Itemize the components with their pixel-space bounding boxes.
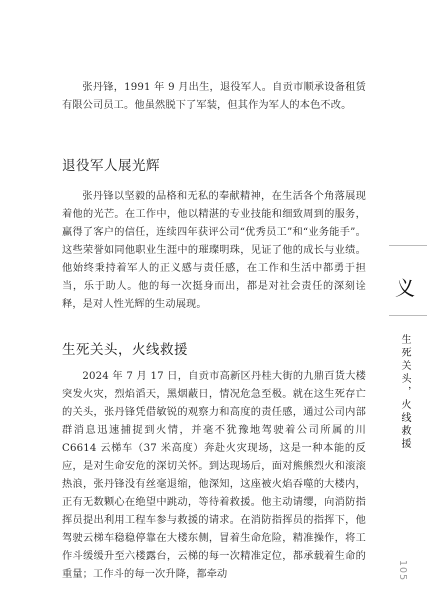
intro-paragraph: 张丹锋，1991 年 9 月出生，退役军人。自贡市顺承设备租赁有限公司员工。他虽然脱下了军装，但其作为军人的本色不改。	[62, 82, 366, 111]
honor-paragraph: 张丹锋以坚毅的品格和无私的奉献精神，在生活各个角落展现着他的光芒。在工作中，他以精湛的专业技能和细致周到的服务，赢得了客户的信任，连续四年获评公司“优秀员工”和“业务能手”。这些荣誉如同他职业生涯中的璀璨明珠，见证了他的成长与业绩。他始终秉持着军人的正义感与责任感，在工作和生活中都勇于担当，乐于助人。他的每一次挺身而出，都是对社会责任的深刻诠释，是对人性光辉的生动展现。	[62, 191, 366, 310]
section-heading-honor: 退役军人展光辉	[62, 158, 160, 174]
sidebar-divider-bottom	[389, 315, 427, 316]
chapter-character: 义	[395, 276, 415, 300]
sidebar-divider-top	[389, 245, 427, 246]
page-number: 105	[397, 560, 408, 582]
section-heading-rescue: 生死关头，火线救援	[62, 342, 188, 358]
running-section-title: 生死关头，火线救援	[399, 334, 410, 451]
rescue-paragraph: 2024 年 7 月 17 日，自贡市高新区丹桂大街的九鼎百货大楼突发火灾，烈焰滔天，黑烟蔽日，情况危急至极。就在这生死存亡的关头，张丹锋凭借敏锐的观察力和高度的责任感，通过公司内部群消息迅速捕捉到火情，并毫不犹豫地驾驶着公司所属的川 C6614 云梯车（37 米高度）奔赴火灾现场，这是一种本能的反应，是对生命安危的深切关怀。到达现场后，面对熊熊烈火和滚滚热浪，张丹锋没有丝毫退缩，他深知，这座被火焰吞噬的大楼内，正有无数颗心在绝望中跳动，等待着救援。他主动请缨，向消防指挥员提出利用工程车参与救援的请求。在消防指挥员的指挥下，他驾驶云梯车稳稳停靠在大楼东侧，冒着生命危险，精准操作，将工作斗缓缓升至六楼露台，云梯的每一次精准定位，都承载着生命的重量；工作斗的每一次升降，都牵动	[62, 371, 366, 580]
